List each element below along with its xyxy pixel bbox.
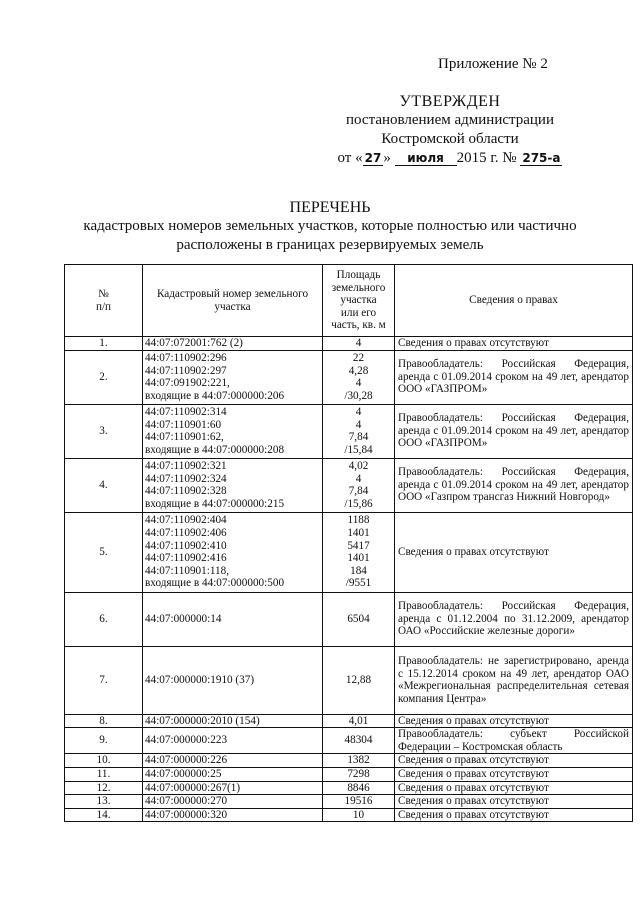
rights-info: Правообладатель: Российская Федерация, аренда с 01.09.2014 сроком на 49 лет, арендатор ООО «ГАЗПРОМ» [395, 404, 633, 458]
heading-title: ПЕРЕЧЕНЬ [289, 199, 371, 216]
document-heading [60, 198, 600, 255]
cadastral-number-cell [143, 592, 323, 646]
cadastral-number-cell [143, 458, 323, 512]
cadastral-number: 44:07:110901:62, [145, 431, 224, 444]
area-value: 1401 [347, 526, 370, 539]
area-cell [323, 808, 395, 822]
area-cell [323, 781, 395, 795]
cadastral-number: 44:07:000000:226 [145, 754, 228, 767]
rights-info: Сведения о правах отсутствуют [395, 512, 633, 592]
table-row [65, 754, 633, 768]
area-value: 1382 [347, 754, 370, 767]
row-number: 11. [65, 767, 143, 781]
cadastral-number-cell [143, 404, 323, 458]
rights-info: Правообладатель: Российская Федерация, аренда с 01.12.2004 по 31.12.2009, арендатор ОАО «Российские железные дороги» [395, 592, 633, 646]
table-row [65, 337, 633, 351]
cadastral-number-cell [143, 767, 323, 781]
area-cell [323, 646, 395, 714]
cadastral-number: 44:07:110902:324 [145, 472, 227, 485]
cadastral-number-cell [143, 337, 323, 351]
table-row [65, 592, 633, 646]
table-row [65, 512, 633, 592]
area-value: 6504 [347, 612, 370, 625]
table-header-row [65, 265, 633, 337]
area-value: 4 [355, 472, 362, 485]
area-value: 1188 [347, 514, 370, 527]
cadastral-number: 44:07:110902:296 [145, 351, 227, 364]
rights-info: Сведения о правах отсутствуют [395, 767, 633, 781]
table-row [65, 714, 633, 728]
cadastral-number-cell [143, 808, 323, 822]
heading-subtitle-line-1: кадастровых номеров земельных участков, которые полностью или частично [83, 218, 577, 234]
area-cell [323, 592, 395, 646]
cadastral-number: 44:07:110902:314 [145, 405, 227, 418]
cadastral-number-cell [143, 781, 323, 795]
date-mid: » [383, 150, 391, 166]
cadastral-number: 44:07:110901:118, [145, 564, 230, 577]
cadastral-number: 44:07:000000:267(1) [145, 781, 241, 794]
cadastral-number: 44:07:110902:416 [145, 552, 227, 565]
header-num-line: п/п [95, 300, 112, 313]
area-value: 4,28 [348, 364, 369, 377]
header-area-line: Площадь [336, 269, 381, 282]
area-value: 1401 [347, 552, 370, 565]
cadastral-number: 44:07:000000:1910 (37) [145, 673, 255, 686]
cadastral-number: 44:07:091902:221, [145, 377, 230, 390]
rights-info: Правообладатель: не зарегистрировано, аренда с 15.12.2014 сроком на 49 лет, арендатор ОАО «Межрегиональная распределительная сетевая компания Центра» [395, 646, 633, 714]
cadastral-number-cell [143, 512, 323, 592]
cadastral-number: входящие в 44:07:000000:500 [145, 577, 285, 590]
area-value: 4,02 [348, 459, 369, 472]
area-value: 4 [355, 337, 362, 349]
area-value: 5417 [347, 539, 370, 552]
header-area-line: участка [340, 294, 377, 307]
table-row [65, 781, 633, 795]
cadastral-number: 44:07:110902:328 [145, 485, 227, 498]
area-cell [323, 337, 395, 351]
table-row [65, 646, 633, 714]
header-cadastral [143, 265, 323, 337]
cadastral-number: 44:07:072001:762 (2) [145, 337, 243, 349]
rights-info: Сведения о правах отсутствуют [395, 337, 633, 351]
row-number: 12. [65, 781, 143, 795]
date-day: 27 [364, 151, 382, 165]
header-area [323, 265, 395, 337]
table-row [65, 350, 633, 404]
cadastral-number: входящие в 44:07:000000:208 [145, 443, 285, 456]
area-cell [323, 458, 395, 512]
area-value: 7298 [347, 767, 370, 780]
heading-subtitle-line-2: расположены в границах резервируемых земель [176, 237, 484, 253]
table-row [65, 728, 633, 754]
row-number: 5. [65, 512, 143, 592]
cadastral-number: 44:07:110902:321 [145, 459, 227, 472]
area-value: 4,01 [348, 714, 369, 727]
cadastral-number-cell [143, 714, 323, 728]
cadastral-number-cell [143, 728, 323, 754]
rights-info: Сведения о правах отсутствуют [395, 754, 633, 768]
area-cell [323, 714, 395, 728]
date-month: июля [395, 151, 457, 166]
cadastral-number: 44:07:000000:14 [145, 612, 222, 625]
table-row [65, 404, 633, 458]
cadastral-number: 44:07:110902:297 [145, 364, 227, 377]
area-cell [323, 404, 395, 458]
cadastral-number: 44:07:110901:60 [145, 418, 222, 431]
appendix-label: Приложение № 2 [438, 56, 548, 72]
decree-number: 275-а [522, 151, 561, 165]
cadastral-number: 44:07:110902:406 [145, 526, 227, 539]
area-cell [323, 350, 395, 404]
cadastral-number: 44:07:000000:320 [145, 808, 228, 821]
header-num [65, 265, 143, 337]
land-plots-table [64, 264, 633, 822]
header-rights: Сведения о правах [395, 265, 633, 337]
cadastral-number: входящие в 44:07:000000:206 [145, 389, 285, 402]
cadastral-number-cell [143, 646, 323, 714]
row-number: 14. [65, 808, 143, 822]
area-value: 22 [352, 351, 365, 364]
rights-info: Сведения о правах отсутствуют [395, 781, 633, 795]
row-number: 7. [65, 646, 143, 714]
row-number: 10. [65, 754, 143, 768]
area-cell [323, 728, 395, 754]
row-number: 8. [65, 714, 143, 728]
cadastral-number: входящие в 44:07:000000:215 [145, 497, 285, 510]
area-cell [323, 754, 395, 768]
table-row [65, 795, 633, 809]
approved-line-2: Костромской области [381, 131, 519, 147]
area-value: /30,28 [344, 389, 373, 402]
rights-info: Правообладатель: субъект Российской Федерации – Костромская область [395, 728, 633, 754]
area-value: 8846 [347, 781, 370, 794]
cadastral-number-cell [143, 754, 323, 768]
approval-block [300, 92, 600, 168]
area-value: 12,88 [345, 673, 372, 686]
row-number: 13. [65, 795, 143, 809]
row-number: 1. [65, 337, 143, 351]
row-number: 9. [65, 728, 143, 754]
header-cadastral-line: Кадастровый номер земельного [156, 287, 309, 300]
header-area-line: или его [340, 306, 377, 319]
area-value: 4 [355, 377, 362, 390]
area-cell [323, 795, 395, 809]
table-body [65, 337, 633, 822]
cadastral-number: 44:07:110902:404 [145, 514, 227, 527]
cadastral-number: 44:07:000000:2010 (154) [145, 714, 260, 727]
table-row [65, 808, 633, 822]
area-value: 48304 [344, 734, 373, 747]
rights-info: Правообладатель: Российская Федерация, аренда с 01.09.2014 сроком на 49 лет, арендатор ООО «Газпром трансгаз Нижний Новгород» [395, 458, 633, 512]
area-value: 4 [355, 418, 362, 431]
date-year: 2015 г. № [456, 150, 517, 166]
cadastral-number-cell [143, 350, 323, 404]
rights-info: Правообладатель: Российская Федерация, аренда с 01.09.2014 сроком на 49 лет, арендатор ООО «ГАЗПРОМ» [395, 350, 633, 404]
cadastral-number: 44:07:110902:410 [145, 539, 227, 552]
rights-info: Сведения о правах отсутствуют [395, 714, 633, 728]
rights-info: Сведения о правах отсутствуют [395, 808, 633, 822]
row-number: 4. [65, 458, 143, 512]
header-cadastral-line: участка [214, 300, 251, 313]
row-number: 2. [65, 350, 143, 404]
table-row [65, 767, 633, 781]
area-value: 4 [355, 405, 362, 418]
header-num-line: № [98, 287, 109, 300]
area-value: /15,84 [344, 443, 373, 456]
area-value: /9551 [345, 577, 372, 590]
approved-title: УТВЕРЖДЕН [399, 93, 501, 110]
date-prefix: от « [337, 150, 363, 166]
area-cell [323, 512, 395, 592]
cadastral-number: 44:07:000000:223 [145, 734, 228, 747]
area-cell [323, 767, 395, 781]
header-area-line: часть, кв. м [331, 319, 386, 332]
area-value: /15,86 [344, 497, 373, 510]
approved-line-1: постановлением администрации [346, 112, 554, 128]
approval-date-line [300, 149, 600, 168]
row-number: 6. [65, 592, 143, 646]
cadastral-number-cell [143, 795, 323, 809]
area-value: 19516 [344, 795, 373, 808]
cadastral-number: 44:07:000000:270 [145, 795, 228, 808]
area-value: 184 [350, 564, 367, 577]
header-area-line: земельного [331, 281, 386, 294]
area-value: 7,84 [348, 431, 369, 444]
cadastral-number: 44:07:000000:25 [145, 767, 222, 780]
row-number: 3. [65, 404, 143, 458]
rights-info: Сведения о правах отсутствуют [395, 795, 633, 809]
area-value: 7,84 [348, 485, 369, 498]
area-value: 10 [352, 808, 365, 821]
table-row [65, 458, 633, 512]
